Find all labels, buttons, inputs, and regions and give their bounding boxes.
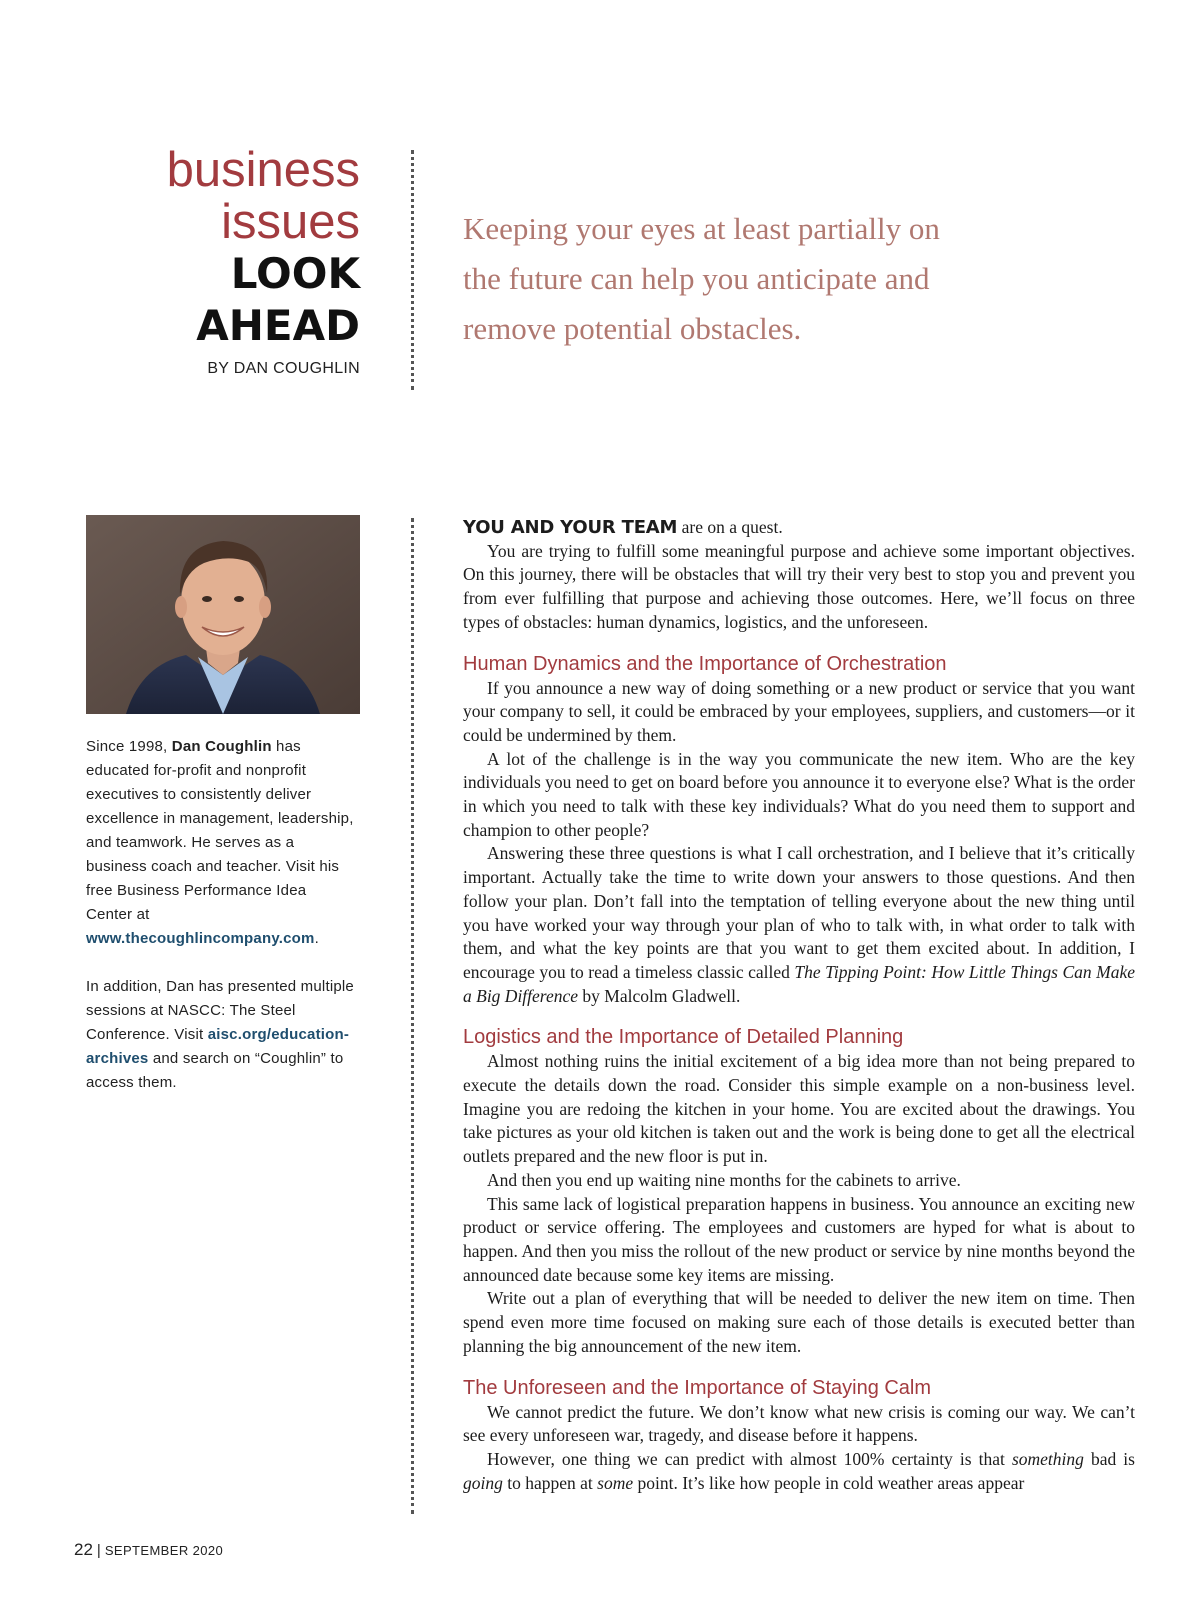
subhead-logistics: Logistics and the Importance of Detailed Planning [463, 1026, 904, 1049]
paragraph: Almost nothing ruins the initial excitement of a big idea more than not being prepared to execute the details down the road. Consider this simple example on a non-business level. Imagine you are redoing the kitchen in your home. You are excited about the drawings. You take pictures as your old kitchen is taken out and the work is being done to get all the electrical outlets prepared and the new floor is put in. [463, 1051, 1135, 1167]
bio-paragraph-1: Since 1998, Dan Coughlin has educated for-profit and nonprofit executives to consistently deliver excellence in management, leadership, and teamwork. He serves as a business coach and teacher. Visit his free Business Performance Idea Center at www.thecoughlincompany.com. [86, 738, 354, 947]
dotted-divider-body [411, 518, 414, 1514]
archive-link[interactable]: aisc.org/education-archives [86, 1026, 350, 1067]
dotted-divider-top [411, 150, 414, 390]
article-title-line-2: AHEAD [196, 301, 360, 350]
byline: BY DAN COUGHLIN [207, 360, 360, 377]
article-body [463, 516, 1135, 1495]
paragraph: You are trying to fulfill some meaningful purpose and achieve some important objectives. On this journey, there will be obstacles that will try their very best to stop you and prevent you from ever fulfilling that purpose and achieving those outcomes. Here, we’ll focus on three types of obstacles: human dynamics, logistics, and the unforeseen. [463, 540, 1135, 632]
paragraph: However, one thing we can predict with almost 100% certainty is that something bad is going to happen at some point. It’s like how people in cold weather areas appear [463, 1448, 1135, 1493]
article-title-line-1: LOOK [230, 249, 360, 298]
section-label-business: business [166, 143, 360, 197]
paragraph: A lot of the challenge is in the way you communicate the new item. Who are the key individuals you need to get on board before you announce it to everyone else? What is the order in which you need to talk with these key individuals? What do you need them to support and champion to other people? [463, 748, 1135, 840]
subhead-unforeseen: The Unforeseen and the Importance of Staying Calm [463, 1376, 932, 1399]
paragraph: Answering these three questions is what I call orchestration, and I believe that it’s critically important. Actually take the time to write down your answers to those questions. And then follow your plan. Don’t fall into the temptation of telling everyone about the new thing until you have worked your way through your plan of who to talk with, in what order to talk with them, and what the key points are that you want to get them excited about. In addition, I encourage you to read a timeless classic called The Tipping Point: How Little Things Can Make a Big Difference by Malcolm Gladwell. [463, 843, 1135, 1006]
paragraph: We cannot predict the future. We don’t know what new crisis is coming our way. We can’t see every unforeseen war, tragedy, and disease before it happens. [463, 1401, 1135, 1446]
lead-paragraph: YOU AND YOUR TEAM are on a quest. [463, 517, 783, 538]
paragraph: This same lack of logistical preparation happens in business. You announce an exciting new product or service offering. The employees and customers are hyped for what is about to happen. And then you miss the rollout of the new product or service by nine months beyond the announced date because some key items are missing. [463, 1193, 1135, 1285]
book-title: The Tipping Point: How Little Things Can Make a Big Difference [463, 961, 1135, 1006]
subhead-human-dynamics: Human Dynamics and the Importance of Orchestration [463, 652, 947, 675]
section-label-issues: issues [221, 195, 360, 249]
lead-in: YOU AND YOUR TEAM [463, 517, 678, 538]
department-heading [167, 144, 360, 378]
author-bio [86, 735, 356, 1119]
article-deck: Keeping your eyes at least partially on the future can help you anticipate and remove potential obstacles. [463, 211, 940, 346]
website-link[interactable]: www.thecoughlincompany.com [86, 930, 315, 947]
paragraph: And then you end up waiting nine months for the cabinets to arrive. [487, 1169, 961, 1190]
page-footer [74, 1540, 223, 1560]
issue-date: SEPTEMBER 2020 [104, 1543, 224, 1558]
page-number: 22 [74, 1540, 93, 1559]
paragraph: If you announce a new way of doing something or a new product or service that you want your company to sell, it could be embraced by your employees, suppliers, and customers—or it could be undermined by them. [463, 677, 1135, 745]
paragraph: Write out a plan of everything that will be needed to deliver the new item on time. Then spend even more time focused on making sure each of those details is executed better than planning the big announcement of the new item. [463, 1288, 1135, 1356]
author-portrait-image [86, 515, 360, 714]
author-name: Dan Coughlin [171, 738, 272, 755]
footer-separator: | [96, 1542, 101, 1559]
author-photo [86, 515, 360, 714]
bio-paragraph-2: In addition, Dan has presented multiple sessions at NASCC: The Steel Conference. Visit aisc.org/education-archives and search on “Coughlin” to access them. [86, 978, 354, 1091]
